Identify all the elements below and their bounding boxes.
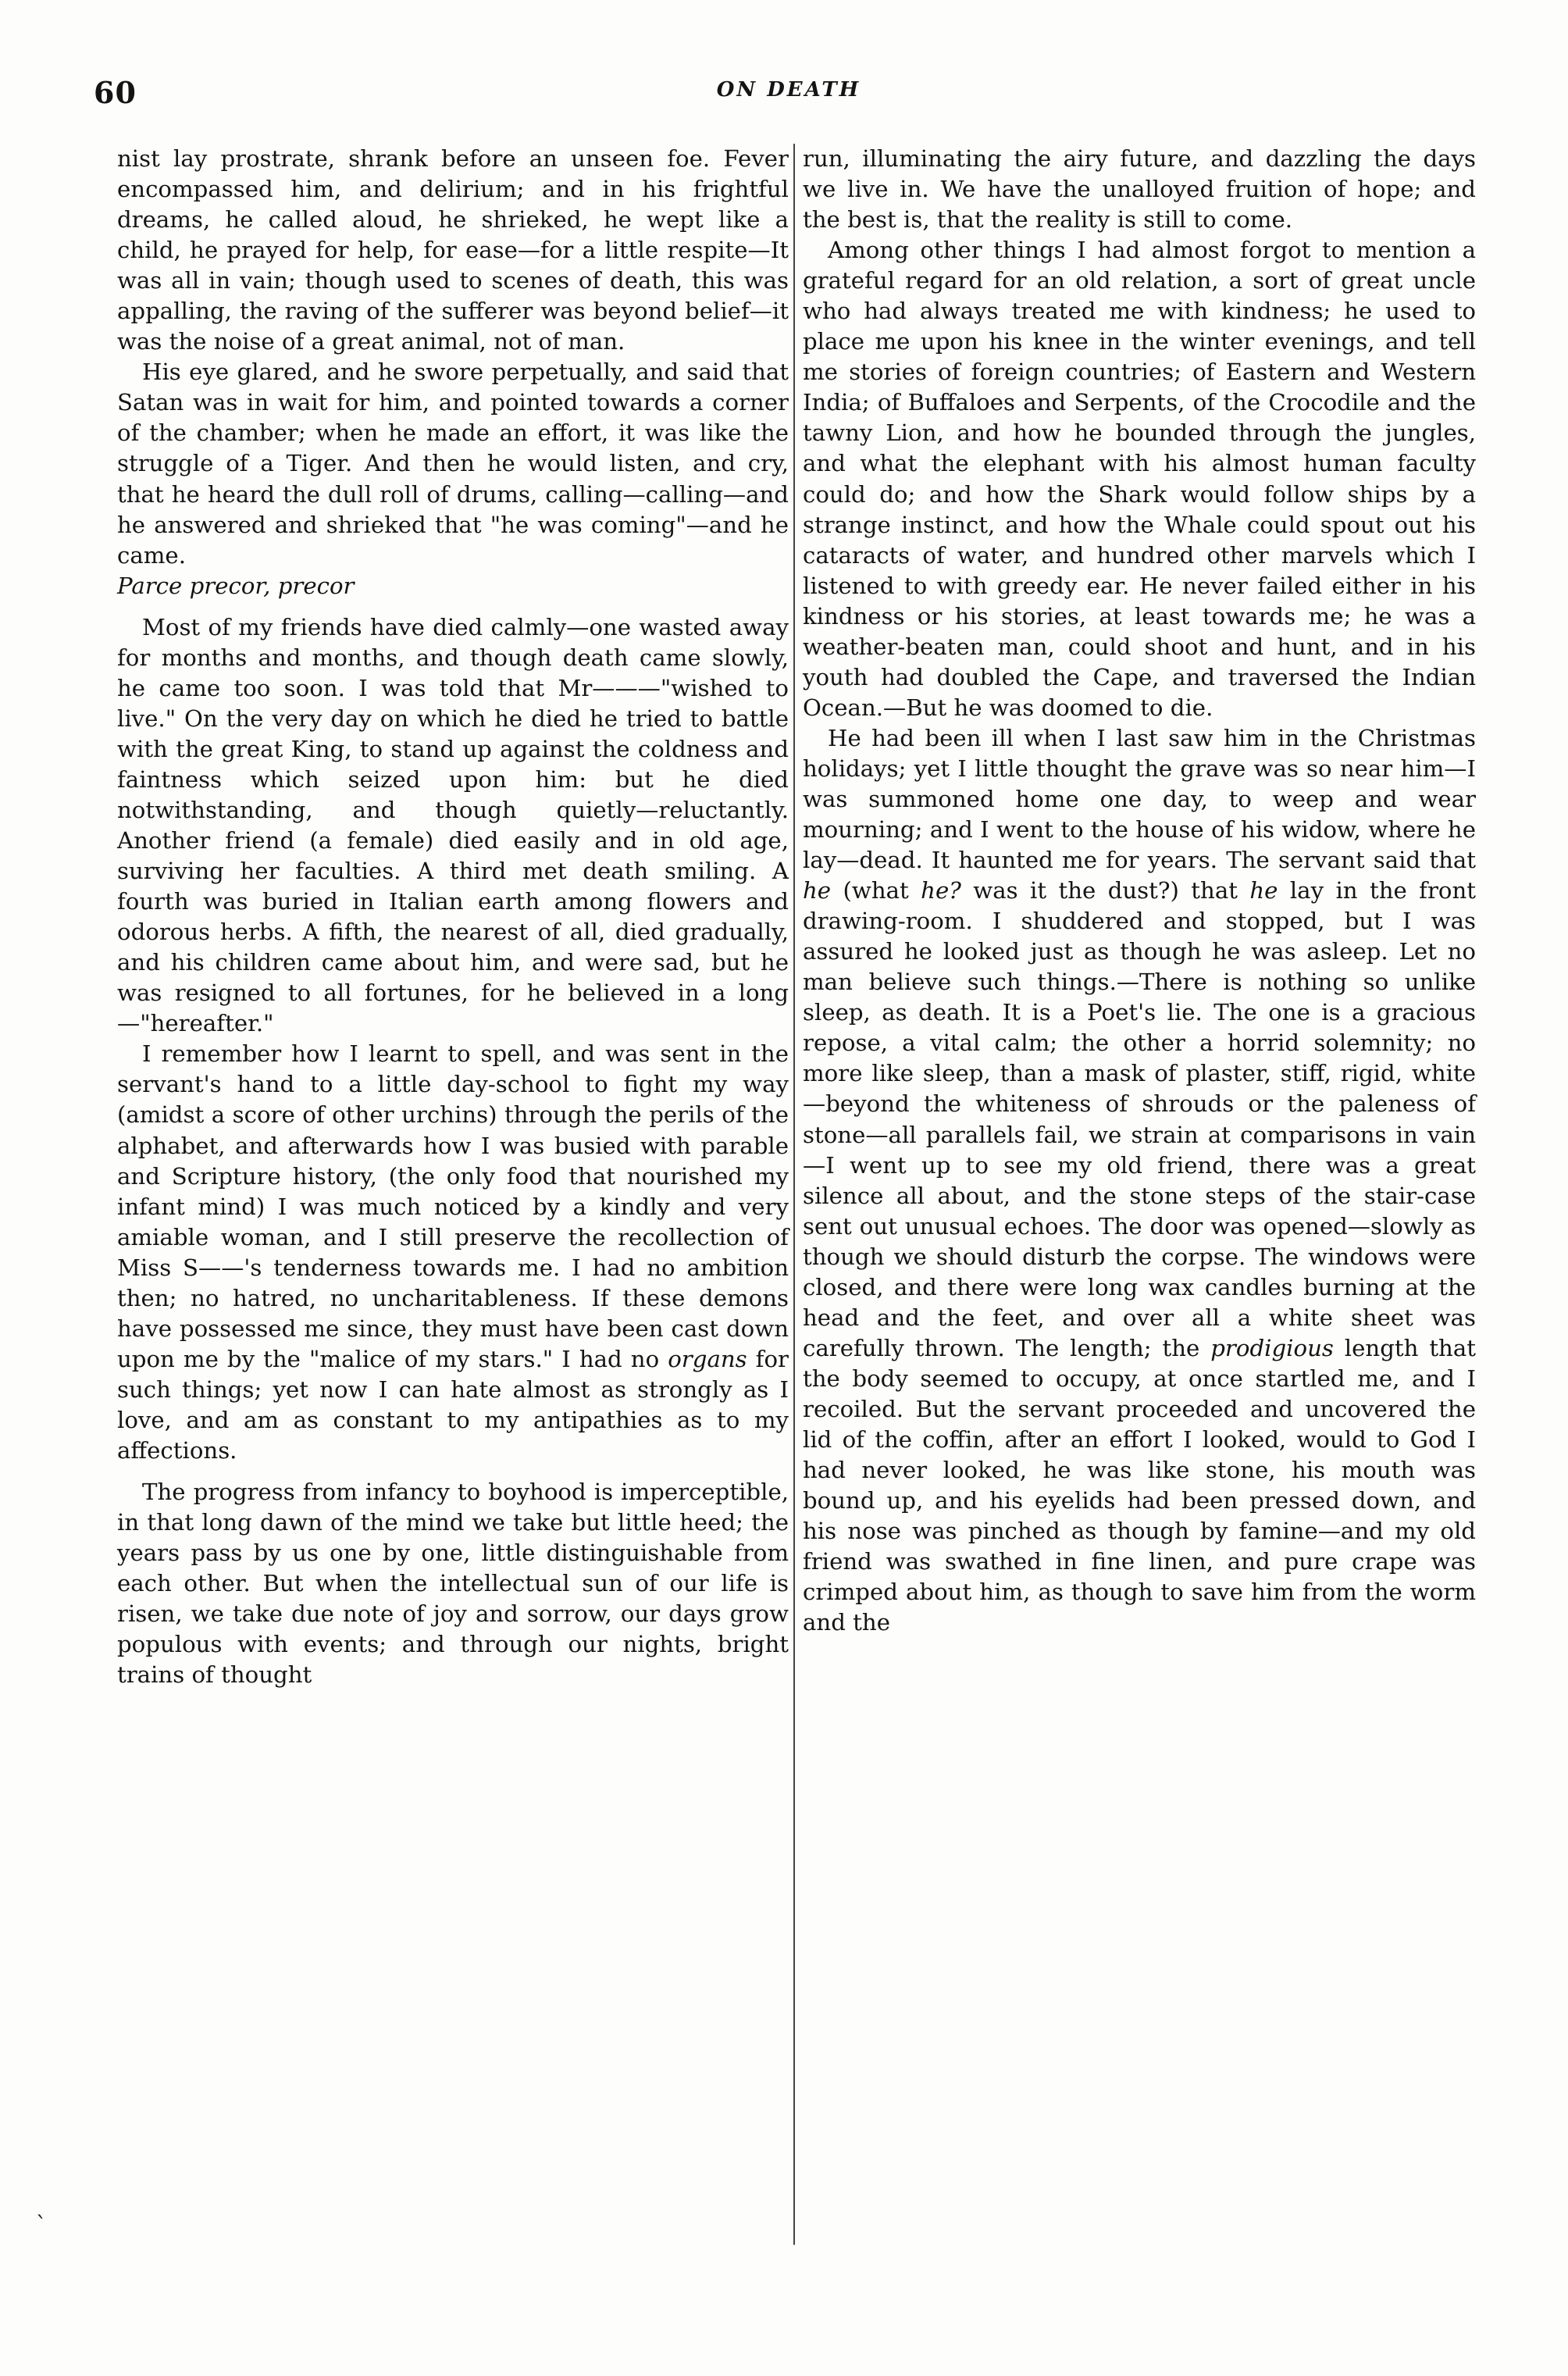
left-column [117, 144, 789, 1690]
right-paragraph-3-a: He had been ill when I last saw him in the Christmas holidays; yet I little thought the grave was so near him—I was summoned home one day, to weep and wear mourning; and I went to the house of his widow, where he lay—dead. It haunted me for years. The servant said that [803, 724, 1476, 874]
right-column [803, 144, 1476, 1638]
right-paragraph-2: Among other things I had almost forgot to mention a grateful regard for an old relation, a sort of great uncle who had always treated me with kindness; he used to place me upon his knee in the winter evenings, and tell me stories of foreign countries; of Eastern and Western India; of Buffaloes and Serpents, of the Crocodile and the tawny Lion, and how he bounded through the jungles, and what the elephant with his almost human faculty could do; and how the Shark would follow ships by a strange instinct, and how the Whale could spout out his cataracts of water, and hundred other marvels which I listened to with greedy ear. He never failed either in his kindness or his stories, at least towards me; he was a weather-beaten man, could shoot and hunt, and in his youth had doubled the Cape, and traversed the Indian Ocean.—But he was doomed to die. [803, 237, 1476, 721]
margin-mark: ` [36, 2212, 47, 2238]
left-paragraph-4-text: I remember how I learnt to spell, and was sent in the servant's hand to a little day-school to fight my way (amidst a score of other urchins) through the perils of the alphabet, and afterwards how I was busied with parable and Scripture history, (the only food that nourished my infant mind) I was much noticed by a kindly and very amiable woman, and I still preserve the recollection of Miss S——'s tenderness towards me. I had no ambition then; no hatred, no uncharitableness. If these demons have possessed me since, they must have been cast down upon me by the "malice of my stars." I had no [117, 1040, 789, 1372]
right-paragraph-3-prodigious: prodigious [1210, 1334, 1334, 1361]
right-paragraph-1: run, illuminating the airy future, and dazzling the days we live in. We have the unalloyed fruition of hope; and the best is, that the reality is still to come. [803, 145, 1476, 234]
right-paragraph-3-b: (what [831, 877, 921, 904]
right-paragraph-3-he-1: he [803, 877, 832, 904]
left-paragraph-4-italic: organs [668, 1345, 747, 1372]
running-title: ON DEATH [716, 78, 861, 102]
left-paragraph-5: The progress from infancy to boyhood is imperceptible, in that long dawn of the mind we take but little heed; the years pass by us one by one, little distinguishable from each other. But when the intellectual sun of our life is risen, we take due note of joy and sorrow, our days grow populous with events; and through our nights, bright trains of thought [117, 1479, 789, 1689]
column-divider [793, 144, 795, 2245]
right-paragraph-3-e: length that the body seemed to occupy, at once startled me, and I recoiled. But the servant proceeded and uncovered the lid of the coffin, after an effort I looked, would to God I had never looked, he was like stone, his mouth was bound up, and his eyelids had been pressed down, and his nose was pinched as though by famine—and my old friend was swathed in fine linen, and pure crape was crimped about him, as though to save him from the worm and the [803, 1334, 1476, 1636]
left-paragraph-1: nist lay prostrate, shrank before an unseen foe. Fever encompassed him, and delirium; and in his frightful dreams, he called aloud, he shrieked, he wept like a child, he prayed for help, for ease—for a little respite—It was all in vain; though used to scenes of death, this was appalling, the raving of the sufferer was beyond belief—it was the noise of a great animal, not of man. [117, 145, 789, 355]
right-paragraph-3-he-3: he [1249, 877, 1278, 904]
right-paragraph-3-d: lay in the front drawing-room. I shuddered and stopped, but I was assured he looked just as though he was asleep. Let no man believe such things.—There is nothing so unlike sleep, as death. It is a Poet's lie. The one is a gracious repose, a vital calm; the other a horrid solemnity; no more like sleep, than a mask of plaster, stiff, rigid, white—beyond the whiteness of shrouds or the paleness of stone—all parallels fail, we strain at comparisons in vain—I went up to see my old friend, there was a great silence all about, and the stone steps of the stair-case sent out unusual echoes. The door was opened—slowly as though we should disturb the corpse. The windows were closed, and there were long wax candles burning at the head and the feet, and over all a white sheet was carefully thrown. The length; the [803, 877, 1477, 1361]
right-paragraph-3-he-2: he? [921, 877, 961, 904]
left-citation: Parce precor, precor [117, 572, 355, 599]
page-number: 60 [94, 75, 137, 110]
page-header [94, 75, 1484, 122]
left-paragraph-2: His eye glared, and he swore perpetually, and said that Satan was in wait for him, and pointed towards a corner of the chamber; when he made an effort, it was like the struggle of a Tiger. And then he would listen, and cry, that he heard the dull roll of drums, calling—calling—and he answered and shrieked that "he was coming"—and he came. [117, 359, 789, 569]
left-paragraph-4 [117, 1039, 789, 1466]
right-paragraph-3-c: was it the dust?) that [960, 877, 1250, 904]
left-paragraph-3: Most of my friends have died calmly—one wasted away for months and months, and though death came slowly, he came too soon. I was told that Mr———"wished to live." On the very day on which he died he tried to battle with the great King, to stand up against the coldness and faintness which seized upon him: but he died notwithstanding, and though quietly—reluctantly. Another friend (a female) died easily and in old age, surviving her faculties. A third met death smiling. A fourth was buried in Italian earth among flowers and odorous herbs. A fifth, the nearest of all, died gradually, and his children came about him, and were sad, but he was resigned to all fortunes, for he believed in a long—"hereafter." [117, 613, 789, 1037]
right-paragraph-3 [803, 723, 1476, 1638]
left-paragraph-4-rest: for such things; yet now I can hate almost as strongly as I love, and am as constant to my antipathies as to my affections. [117, 1345, 789, 1464]
